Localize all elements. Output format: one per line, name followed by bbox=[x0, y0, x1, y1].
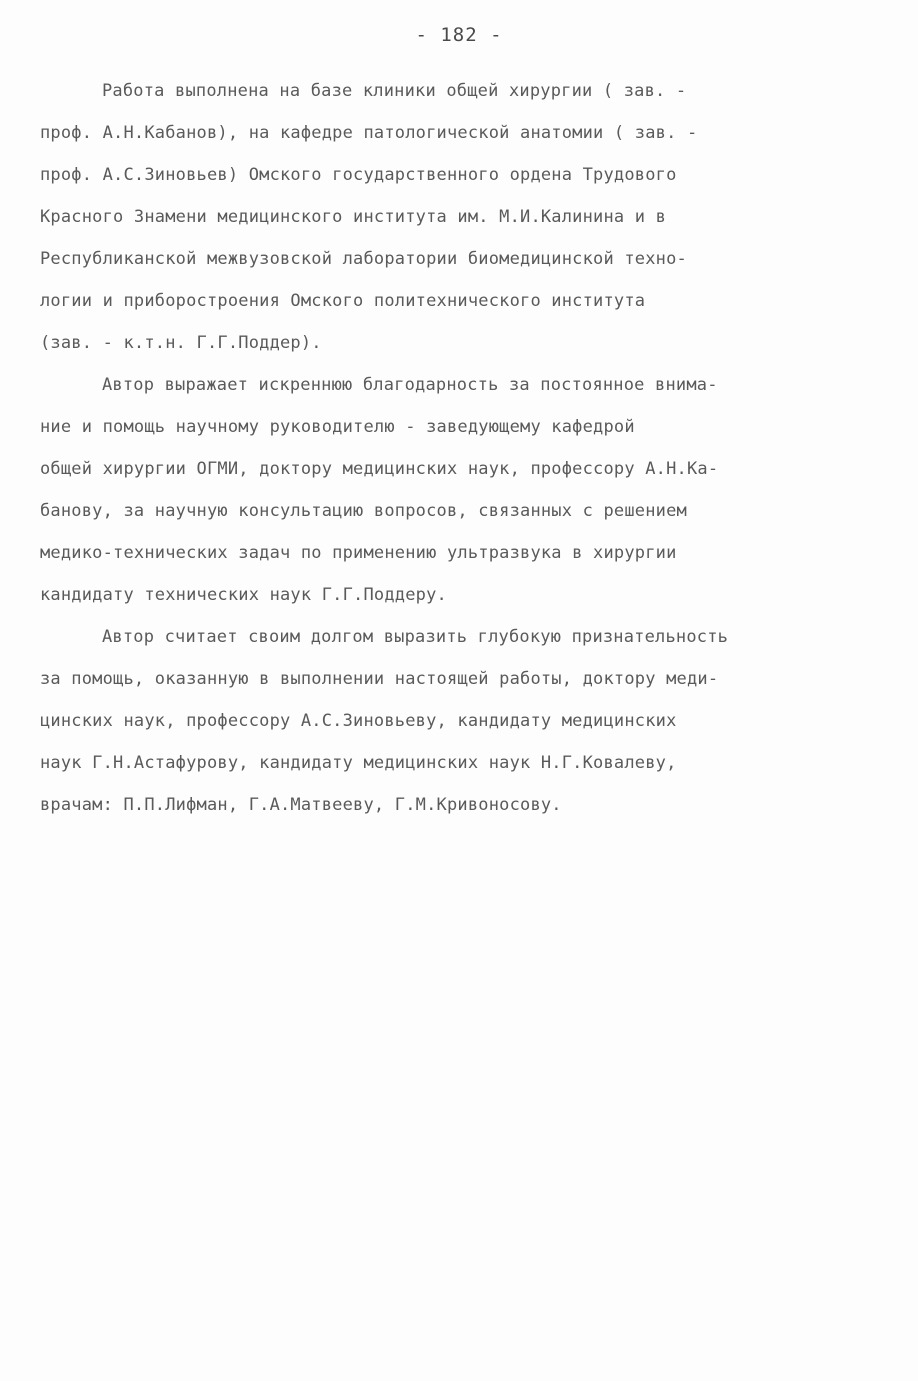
text-line: Автор выражает искреннюю благодарность за постоянное внима- bbox=[102, 375, 718, 395]
text-line: Работа выполнена на базе клиники общей хирургии ( зав. - bbox=[102, 81, 687, 101]
paragraph-1 bbox=[40, 70, 890, 364]
text-line: медико-технических задач по применению ультразвука в хирургии bbox=[40, 543, 677, 563]
text-line: наук Г.Н.Астафурову, кандидату медицинских наук Н.Г.Ковалеву, bbox=[40, 753, 677, 773]
text-line: проф. А.С.Зиновьев) Омского государственного ордена Трудового bbox=[40, 165, 677, 185]
text-line: Республиканской межвузовской лаборатории биомедицинской техно- bbox=[40, 249, 687, 269]
paragraph-3 bbox=[40, 616, 890, 826]
text-line: логии и приборостроения Омского политехнического института bbox=[40, 291, 646, 311]
paragraph-2 bbox=[40, 364, 890, 616]
text-line: (зав. - к.т.н. Г.Г.Поддер). bbox=[40, 333, 322, 353]
text-line: врачам: П.П.Лифман, Г.А.Матвееву, Г.М.Кривоносову. bbox=[40, 795, 562, 815]
text-line: цинских наук, профессору А.С.Зиновьеву, кандидату медицинских bbox=[40, 711, 677, 731]
text-line: кандидату технических наук Г.Г.Поддеру. bbox=[40, 585, 447, 605]
text-line: ние и помощь научному руководителю - заведующему кафедрой bbox=[40, 417, 635, 437]
text-line: Красного Знамени медицинского института им. М.И.Калинина и в bbox=[40, 207, 667, 227]
text-line: за помощь, оказанную в выполнении настоящей работы, доктору меди- bbox=[40, 669, 719, 689]
text-line: банову, за научную консультацию вопросов, связанных с решением bbox=[40, 501, 687, 521]
text-line: общей хирургии ОГМИ, доктору медицинских наук, профессору А.Н.Ка- bbox=[40, 459, 719, 479]
text-line: проф. А.Н.Кабанов), на кафедре патологической анатомии ( зав. - bbox=[40, 123, 698, 143]
page-number: - 182 - bbox=[415, 24, 503, 46]
text-line: Автор считает своим долгом выразить глубокую признательность bbox=[102, 627, 729, 647]
